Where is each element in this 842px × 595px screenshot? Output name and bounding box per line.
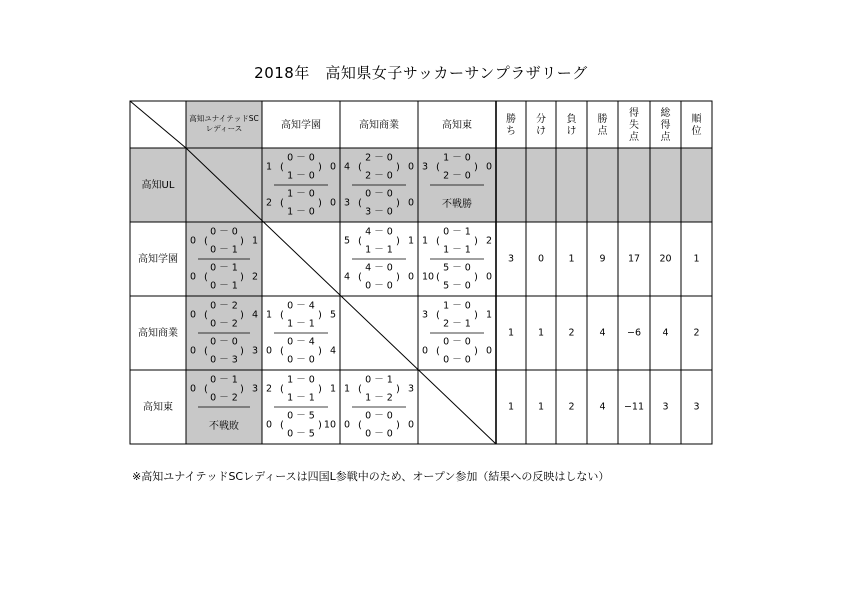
stat-points: 4 (599, 401, 606, 413)
bracket-open: ( (204, 310, 208, 321)
bracket-close: ) (240, 236, 244, 247)
header-goals-for: 総得点 (660, 108, 671, 143)
match-second-half: 1 － 0 (287, 170, 315, 182)
stat-draws: 0 (537, 253, 545, 265)
match-total-home: 5 (344, 235, 351, 247)
match-first-half: 0 － 0 (287, 152, 315, 164)
match-second-half: 1 － 1 (443, 244, 471, 256)
match-second-half: 0 － 0 (365, 428, 393, 440)
match-total-away: 0 (485, 161, 492, 173)
match-total-home: 0 (190, 383, 197, 395)
bracket-open: ( (204, 236, 208, 247)
stat-rank: 2 (693, 327, 700, 339)
bracket-open: ( (436, 162, 440, 173)
stat-goal-diff: 17 (627, 253, 641, 265)
bracket-close: ) (318, 162, 322, 173)
bracket-close: ) (396, 384, 400, 395)
bracket-open: ( (436, 272, 440, 283)
match-total-away: 1 (329, 383, 336, 395)
stat-points: 9 (599, 253, 606, 265)
match-second-half: 2 － 0 (443, 170, 471, 182)
bracket-close: ) (318, 198, 322, 209)
match-second-half: 2 － 1 (443, 318, 471, 330)
match-total-away: 10 (323, 419, 336, 431)
match-total-home: 0 (266, 419, 273, 431)
bracket-close: ) (474, 272, 478, 283)
match-total-home: 0 (190, 271, 197, 283)
match-second-half: 0 － 2 (210, 318, 238, 330)
header-draws: 分け (536, 114, 546, 137)
match-first-half: 0 － 1 (210, 374, 238, 386)
match-total-away: 0 (485, 345, 492, 357)
match-second-half: 0 － 0 (287, 354, 315, 366)
stat-draws: 1 (537, 327, 545, 339)
bracket-close: ) (318, 384, 322, 395)
bracket-close: ) (240, 310, 244, 321)
match-total-home: 1 (266, 161, 273, 173)
stat-goals-for: 4 (662, 327, 669, 339)
row-team-label: 高知UL (141, 180, 175, 191)
bracket-close: ) (474, 236, 478, 247)
match-second-half: 0 － 2 (210, 392, 238, 404)
stat-draws: 1 (537, 401, 545, 413)
bracket-open: ( (358, 236, 362, 247)
match-second-half: 0 － 1 (210, 244, 238, 256)
stat-goal-diff: −6 (626, 327, 642, 339)
match-second-half: 0 － 5 (287, 428, 315, 440)
match-first-half: 1 － 0 (287, 374, 315, 386)
stat-wins: 3 (507, 253, 515, 265)
match-first-half: 0 － 0 (443, 336, 471, 348)
match-total-home: 10 (422, 271, 435, 283)
match-total-away: 4 (329, 345, 336, 357)
match-total-home: 0 (190, 309, 197, 321)
match-first-half: 0 － 1 (365, 374, 393, 386)
bracket-close: ) (318, 310, 322, 321)
match-first-half: 4 － 0 (365, 226, 393, 238)
stat-losses: 1 (568, 253, 575, 265)
match-first-half: 1 － 0 (287, 188, 315, 200)
match-total-away: 1 (485, 309, 492, 321)
match-total-away: 0 (407, 197, 414, 209)
bracket-open: ( (358, 272, 362, 283)
bracket-open: ( (358, 384, 362, 395)
match-first-half: 5 － 0 (443, 262, 471, 274)
match-total-home: 4 (344, 161, 351, 173)
bracket-close: ) (396, 162, 400, 173)
match-total-away: 0 (407, 271, 414, 283)
match-status: 不戦勝 (442, 199, 472, 210)
page-title: 2018年 高知県女子サッカーサンプラザリーグ (254, 64, 588, 82)
match-total-home: 0 (190, 235, 197, 247)
row-team-label: 高知商業 (138, 328, 178, 339)
match-total-away: 4 (251, 309, 258, 321)
header-shogyo: 高知商業 (359, 120, 399, 131)
bracket-open: ( (204, 272, 208, 283)
match-second-half: 5 － 0 (443, 280, 471, 292)
match-first-half: 2 － 0 (365, 152, 393, 164)
match-total-home: 1 (422, 235, 429, 247)
bracket-close: ) (396, 236, 400, 247)
bracket-open: ( (358, 162, 362, 173)
match-first-half: 0 － 0 (210, 336, 238, 348)
header-gakuen: 高知学園 (281, 120, 321, 131)
stat-goal-diff: −11 (623, 401, 645, 413)
bracket-open: ( (358, 420, 362, 431)
bracket-open: ( (436, 346, 440, 357)
match-first-half: 0 － 4 (287, 336, 315, 348)
bracket-open: ( (358, 198, 362, 209)
stat-goals-for: 20 (659, 253, 672, 265)
bracket-close: ) (240, 272, 244, 283)
match-total-away: 5 (329, 309, 336, 321)
stat-rank: 1 (693, 253, 700, 265)
bracket-open: ( (280, 384, 284, 395)
bracket-open: ( (436, 236, 440, 247)
match-total-home: 0 (266, 345, 273, 357)
match-total-away: 0 (329, 197, 336, 209)
row-shaded-ul (130, 148, 712, 222)
bracket-open: ( (204, 384, 208, 395)
match-total-home: 4 (344, 271, 351, 283)
header-wins: 勝ち (506, 114, 516, 137)
bracket-open: ( (436, 310, 440, 321)
match-first-half: 0 － 0 (210, 226, 238, 238)
bracket-close: ) (474, 162, 478, 173)
match-total-home: 1 (344, 383, 351, 395)
match-total-home: 2 (266, 383, 273, 395)
bracket-open: ( (280, 162, 284, 173)
match-total-home: 0 (344, 419, 351, 431)
header-diagonal (130, 101, 186, 148)
match-total-away: 0 (407, 419, 414, 431)
match-total-away: 1 (251, 235, 258, 247)
match-total-away: 0 (407, 161, 414, 173)
header-goal-diff: 得失点 (629, 108, 639, 143)
match-second-half: 1 － 1 (287, 392, 315, 404)
bracket-close: ) (240, 346, 244, 357)
match-total-away: 2 (485, 235, 492, 247)
stat-losses: 2 (568, 401, 575, 413)
match-total-home: 3 (422, 309, 429, 321)
match-second-half: 2 － 0 (365, 170, 393, 182)
bracket-open: ( (280, 346, 284, 357)
stat-losses: 2 (568, 327, 575, 339)
match-total-home: 2 (266, 197, 273, 209)
match-total-home: 1 (266, 309, 273, 321)
match-first-half: 0 － 5 (287, 410, 315, 422)
match-first-half: 0 － 0 (365, 188, 393, 200)
match-second-half: 1 － 2 (365, 392, 393, 404)
match-total-away: 3 (251, 383, 258, 395)
match-second-half: 0 － 1 (210, 280, 238, 292)
row-team-label: 高知学園 (138, 254, 178, 265)
match-total-away: 0 (329, 161, 336, 173)
match-second-half: 0 － 0 (365, 280, 393, 292)
stat-rank: 3 (693, 401, 700, 413)
header-united-sc: 高知ユナイテッドSC レディース (189, 114, 259, 133)
header-points: 勝点 (597, 114, 608, 137)
match-first-half: 0 － 4 (287, 300, 315, 312)
footnote: ※高知ユナイテッドSCレディースは四国L参戦中のため、オープン参加（結果への反映はしない） (132, 470, 610, 483)
match-total-away: 0 (485, 271, 492, 283)
bracket-close: ) (318, 420, 322, 431)
stat-wins: 1 (507, 401, 515, 413)
header-losses: 負け (566, 114, 577, 137)
header-rank: 順位 (691, 114, 702, 137)
match-first-half: 0 － 0 (365, 410, 393, 422)
match-first-half: 0 － 1 (443, 226, 471, 238)
match-total-away: 2 (251, 271, 258, 283)
bracket-close: ) (396, 198, 400, 209)
match-total-away: 1 (407, 235, 414, 247)
bracket-close: ) (396, 272, 400, 283)
match-first-half: 0 － 2 (210, 300, 238, 312)
bracket-close: ) (240, 384, 244, 395)
bracket-close: ) (474, 346, 478, 357)
bracket-open: ( (280, 198, 284, 209)
match-first-half: 4 － 0 (365, 262, 393, 274)
bracket-open: ( (280, 310, 284, 321)
match-second-half: 1 － 1 (365, 244, 393, 256)
match-second-half: 0 － 0 (443, 354, 471, 366)
match-second-half: 0 － 3 (210, 354, 238, 366)
match-first-half: 0 － 1 (210, 262, 238, 274)
bracket-open: ( (280, 420, 284, 431)
match-status: 不戦敗 (209, 421, 239, 432)
bracket-open: ( (204, 346, 208, 357)
match-total-home: 3 (344, 197, 351, 209)
bracket-close: ) (318, 346, 322, 357)
match-second-half: 3 － 0 (365, 206, 393, 218)
stat-points: 4 (599, 327, 606, 339)
match-second-half: 1 － 0 (287, 206, 315, 218)
match-first-half: 1 － 0 (443, 152, 471, 164)
bracket-close: ) (396, 420, 400, 431)
match-total-away: 3 (407, 383, 414, 395)
stat-wins: 1 (507, 327, 515, 339)
match-total-home: 3 (422, 161, 429, 173)
match-total-home: 0 (190, 345, 197, 357)
match-total-home: 0 (422, 345, 429, 357)
stat-goals-for: 3 (662, 401, 669, 413)
row-team-label: 高知東 (143, 402, 173, 413)
match-second-half: 1 － 1 (287, 318, 315, 330)
bracket-close: ) (474, 310, 478, 321)
match-first-half: 1 － 0 (443, 300, 471, 312)
header-higashi: 高知東 (442, 120, 472, 131)
match-total-away: 3 (251, 345, 258, 357)
